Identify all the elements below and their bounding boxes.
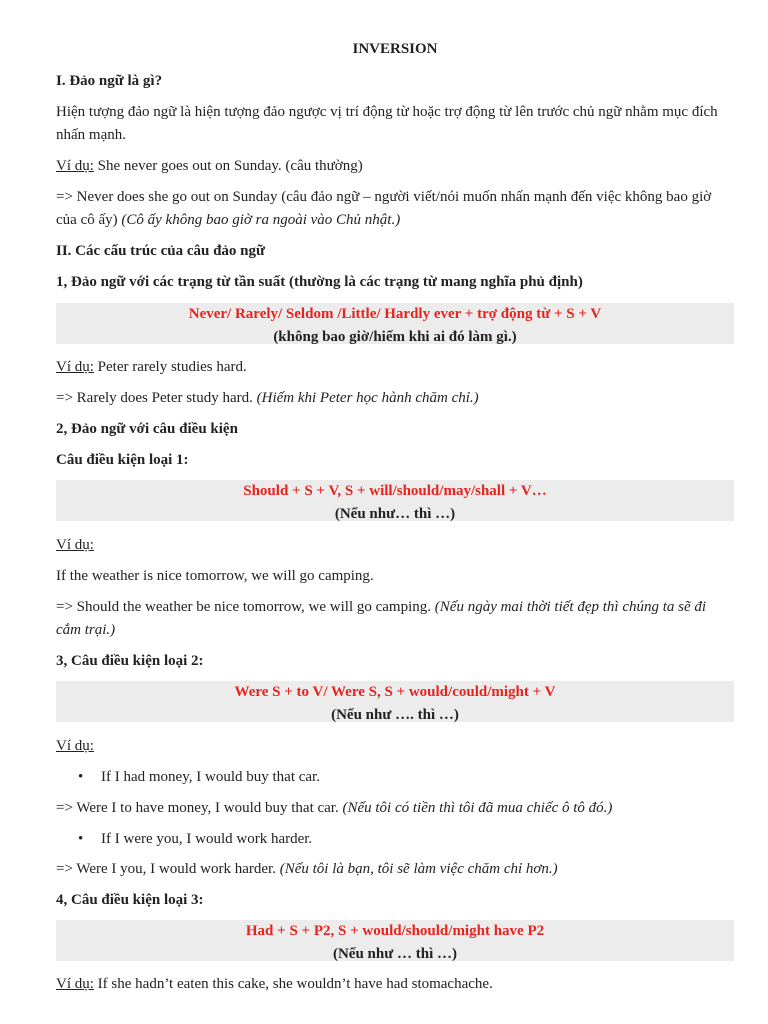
result-text: => Were I to have money, I would buy that car. xyxy=(56,800,343,816)
example-3-result xyxy=(56,596,734,642)
formula-4: Had + S + P2, S + would/should/might have P2 xyxy=(245,923,545,939)
bullet-icon: • xyxy=(78,769,84,785)
bullet-text: If I had money, I would buy that car. xyxy=(101,769,320,785)
example-label: Ví dụ: xyxy=(56,359,94,375)
formula-box-2 xyxy=(56,480,734,521)
sub-2-heading: 2, Đảo ngữ với câu điều kiện xyxy=(56,421,238,437)
formula-box-4 xyxy=(56,920,734,961)
sub-1-heading: 1, Đảo ngữ với các trạng từ tần suất (thường là các trạng từ mang nghĩa phủ định) xyxy=(56,274,583,290)
example-3-text: If the weather is nice tomorrow, we will go camping. xyxy=(56,568,374,584)
example-1-result xyxy=(56,186,734,232)
example-label: Ví dụ: xyxy=(56,537,94,553)
formula-3: Were S + to V/ Were S, S + would/could/might + V xyxy=(234,684,556,700)
result-text: => Never does she go out on Sunday (câu đảo ngữ – người viết/nói muốn nhấn mạnh đến việc không bao giờ của cô ấy) xyxy=(56,189,712,228)
result-translation: (Nếu ngày mai thời tiết đẹp thì chúng ta sẽ đi cắm trại.) xyxy=(56,599,707,638)
sub-3-heading: 3, Câu điều kiện loại 2: xyxy=(56,653,204,669)
formula-4-meaning: (Nếu như … thì …) xyxy=(332,946,457,962)
result-text: => Were I you, I would work harder. xyxy=(56,861,280,877)
document-title: INVERSION xyxy=(352,41,438,57)
result-translation: (Nếu tôi là bạn, tôi sẽ làm việc chăm chỉ hơn.) xyxy=(279,861,558,877)
formula-2: Should + S + V, S + will/should/may/shall + V… xyxy=(243,483,547,499)
example-label: Ví dụ: xyxy=(56,976,94,992)
example-2 xyxy=(56,356,734,379)
example-5-result xyxy=(56,858,734,881)
result-translation: (Nếu tôi có tiền thì tôi đã mua chiếc ô tô đó.) xyxy=(342,800,613,816)
result-text: => Should the weather be nice tomorrow, we will go camping. xyxy=(56,599,435,615)
example-label: Ví dụ: xyxy=(56,158,94,174)
example-text: She never goes out on Sunday. (câu thường) xyxy=(93,158,363,174)
example-6 xyxy=(56,973,734,996)
formula-2-meaning: (Nếu như… thì …) xyxy=(334,506,456,522)
result-text: => Rarely does Peter study hard. xyxy=(56,390,257,406)
example-1 xyxy=(56,155,734,178)
formula-box-1 xyxy=(56,303,734,344)
result-translation: (Cô ấy không bao giờ ra ngoài vào Chủ nhật.) xyxy=(121,212,401,228)
type-1-heading: Câu điều kiện loại 1: xyxy=(56,452,189,468)
section-1-heading: I. Đảo ngữ là gì? xyxy=(56,73,163,89)
definition-paragraph: Hiện tượng đảo ngữ là hiện tượng đảo ngược vị trí động từ hoặc trợ động từ lên trước chủ ngữ nhằm mục đích nhấn mạnh. xyxy=(56,104,718,143)
formula-1-meaning: (không bao giờ/hiếm khi ai đó làm gì.) xyxy=(273,329,517,345)
example-text: If she hadn’t eaten this cake, she wouldn’t have had stomachache. xyxy=(93,976,493,992)
bullet-text: If I were you, I would work harder. xyxy=(101,831,313,847)
example-2-result xyxy=(56,387,734,410)
sub-4-heading: 4, Câu điều kiện loại 3: xyxy=(56,892,204,908)
formula-box-3 xyxy=(56,681,734,722)
bullet-icon: • xyxy=(78,831,84,847)
example-text: Peter rarely studies hard. xyxy=(93,359,247,375)
formula-1: Never/ Rarely/ Seldom /Little/ Hardly ever + trợ động từ + S + V xyxy=(188,306,602,322)
example-4-result xyxy=(56,797,734,820)
section-2-heading: II. Các cấu trúc của câu đảo ngữ xyxy=(56,243,266,259)
result-translation: (Hiếm khi Peter học hành chăm chỉ.) xyxy=(256,390,479,406)
formula-3-meaning: (Nếu như …. thì …) xyxy=(331,707,459,723)
example-label: Ví dụ: xyxy=(56,738,94,754)
